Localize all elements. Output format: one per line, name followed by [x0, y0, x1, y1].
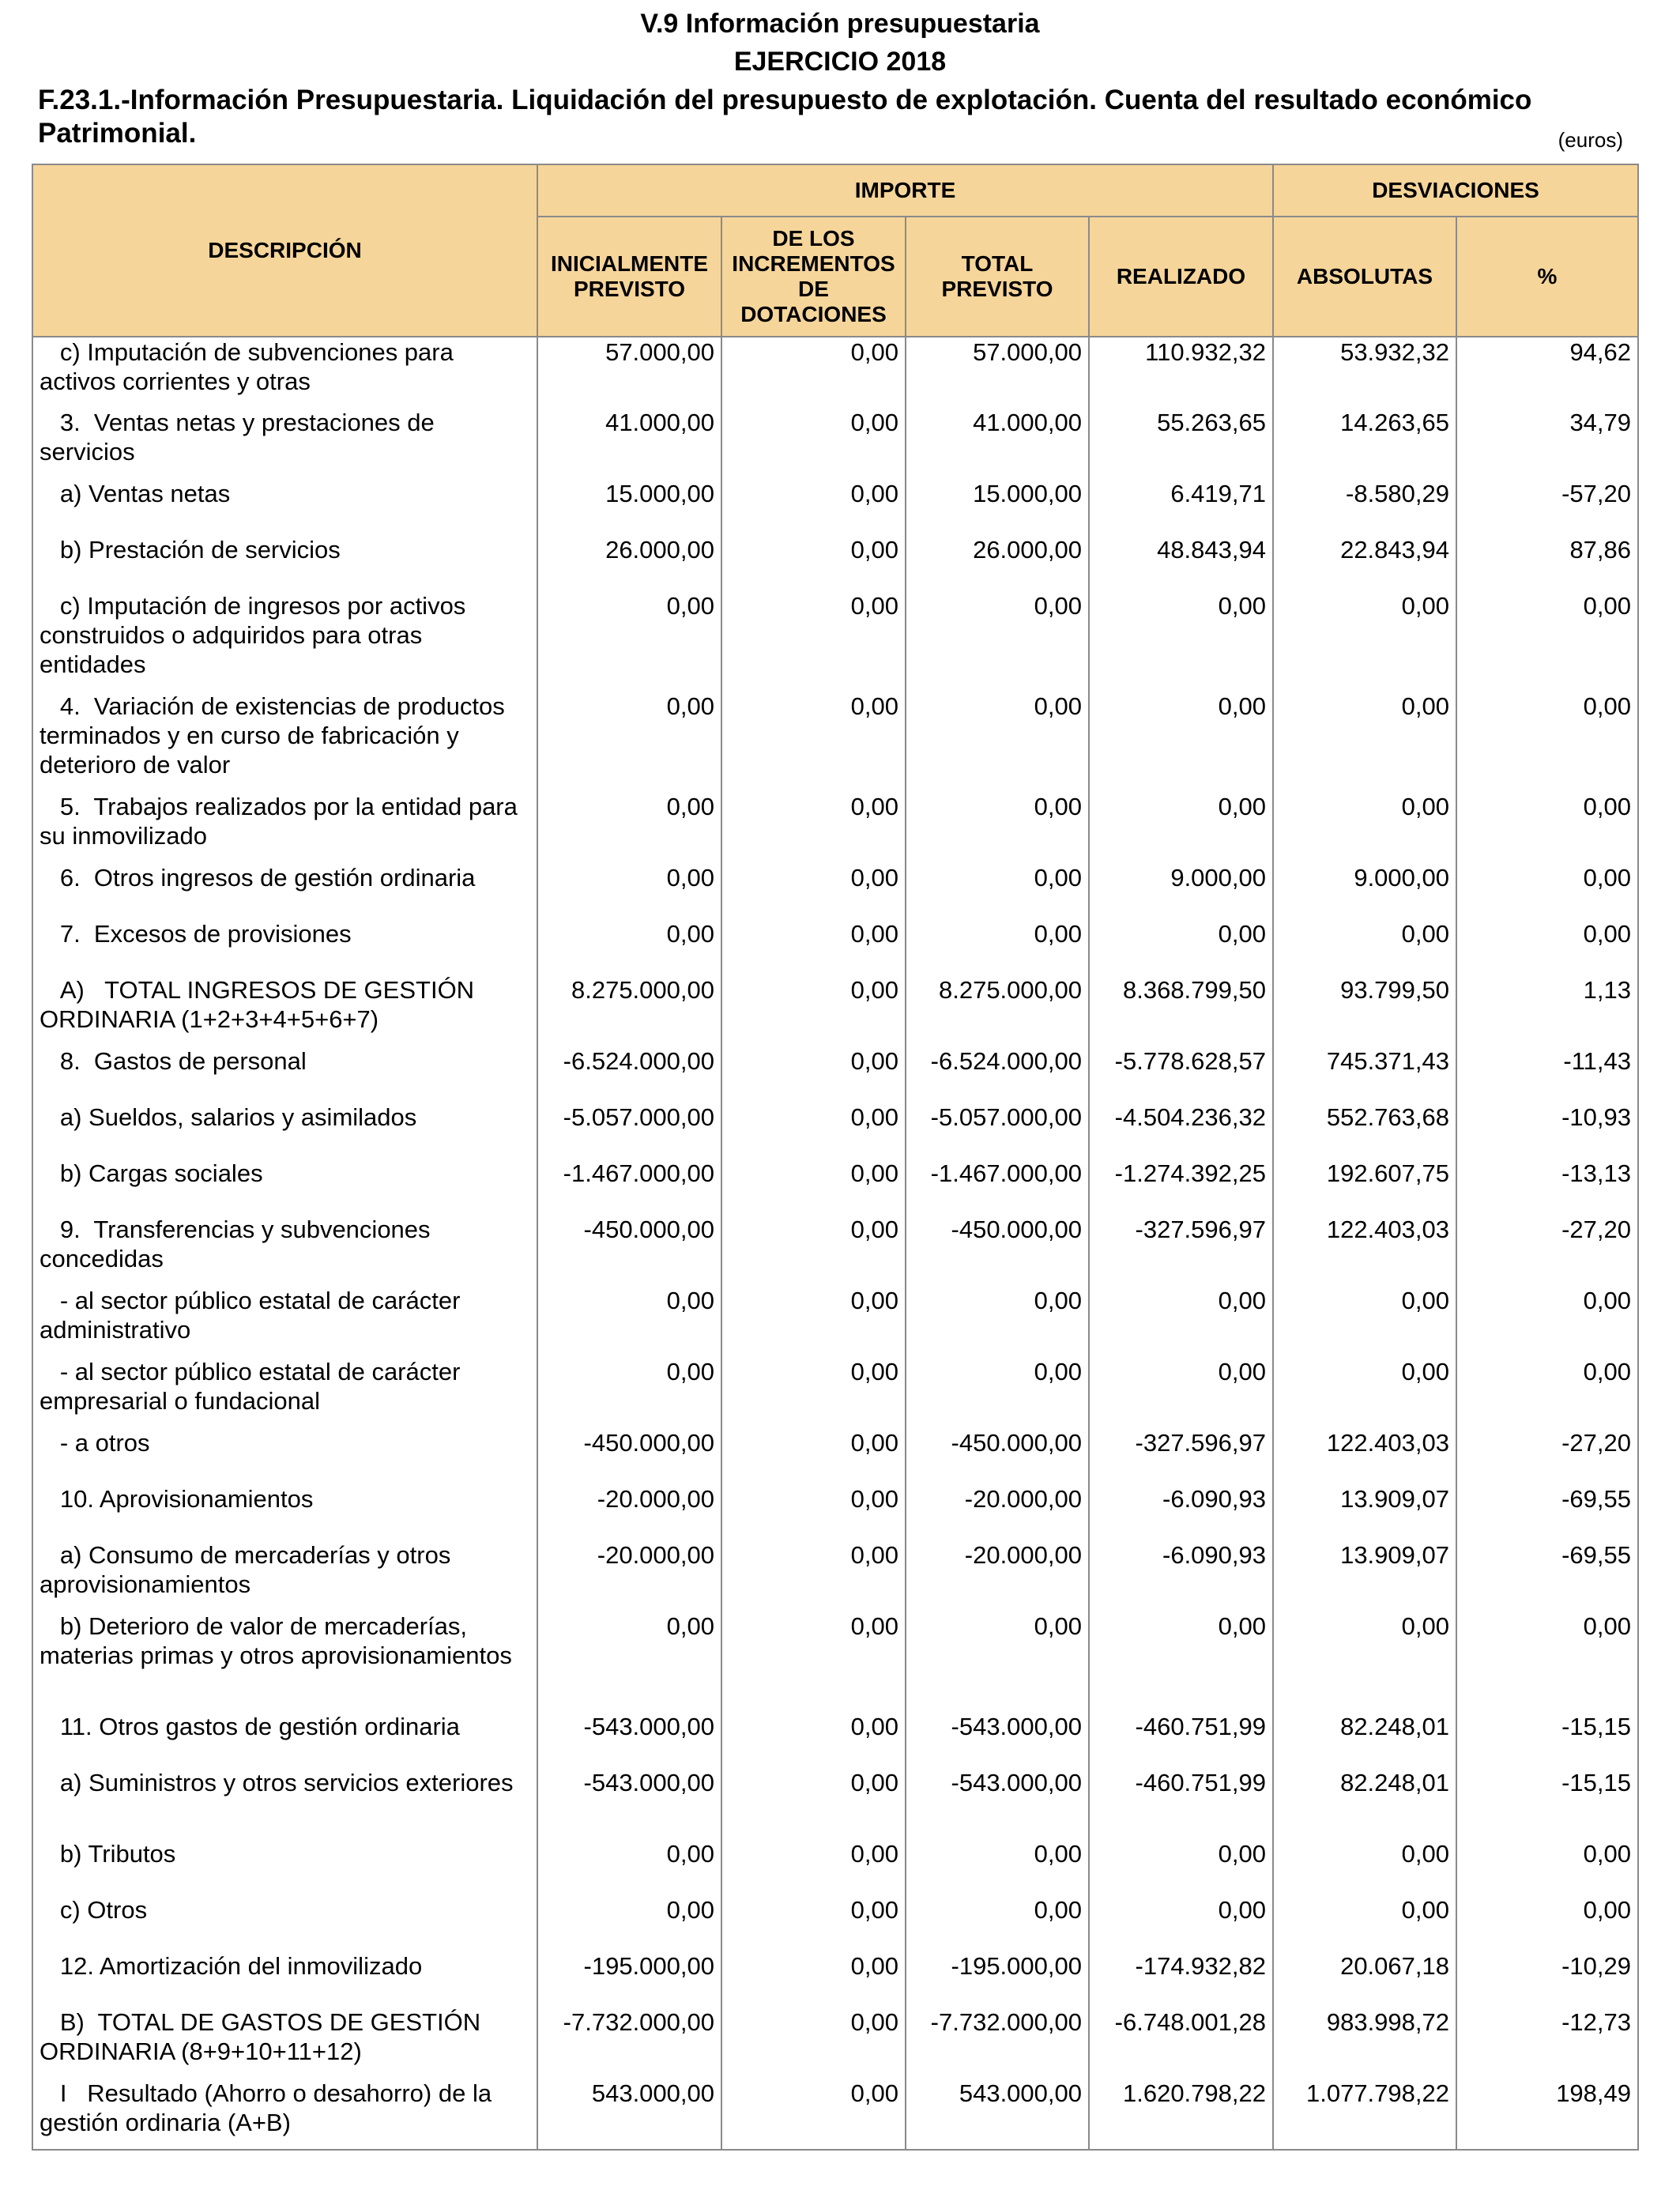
row-value: -4.504.236,32 — [1089, 1103, 1273, 1159]
table-row — [32, 692, 1638, 792]
row-value: 552.763,68 — [1273, 1103, 1456, 1159]
row-value: 57.000,00 — [906, 337, 1089, 408]
row-value: 53.932,32 — [1273, 337, 1456, 408]
row-value: 0,00 — [537, 1895, 721, 1951]
row-value: 543.000,00 — [906, 2079, 1089, 2150]
row-value: 1.620.798,22 — [1089, 2079, 1273, 2150]
desviaciones-header: DESVIACIONES — [1273, 164, 1638, 217]
row-value: 0,00 — [1456, 692, 1638, 792]
row-description: 8. Gastos de personal — [32, 1046, 537, 1103]
row-value: 0,00 — [1456, 1286, 1638, 1357]
row-value: -450.000,00 — [537, 1215, 721, 1286]
row-value: 0,00 — [906, 919, 1089, 975]
row-value: 8.275.000,00 — [906, 975, 1089, 1046]
row-value: 198,49 — [1456, 2079, 1638, 2150]
row-value: 0,00 — [906, 792, 1089, 863]
table-row — [32, 1895, 1638, 1951]
row-value: 0,00 — [721, 1357, 906, 1428]
table-row — [32, 591, 1638, 692]
row-value: 94,62 — [1456, 337, 1638, 408]
importe-header: IMPORTE — [537, 164, 1273, 217]
row-value: 0,00 — [1089, 1286, 1273, 1357]
row-value: 0,00 — [721, 479, 906, 535]
row-description: 4. Variación de existencias de productos terminados y en curso de fabricación y deterioro de valor — [32, 692, 537, 792]
table-row — [32, 1046, 1638, 1103]
row-description: c) Otros — [32, 1895, 537, 1951]
row-value: 87,86 — [1456, 535, 1638, 591]
row-value: 13.909,07 — [1273, 1540, 1456, 1612]
section-title: V.9 Información presupuestaria — [640, 9, 1040, 39]
row-value: 0,00 — [721, 1712, 906, 1768]
row-value: 1,13 — [1456, 975, 1638, 1046]
budget-table — [32, 164, 1639, 2151]
row-value: 0,00 — [721, 1951, 906, 2007]
row-value: 15.000,00 — [537, 479, 721, 535]
row-value: 0,00 — [1273, 1286, 1456, 1357]
row-value: 0,00 — [721, 2007, 906, 2079]
row-description: b) Deterioro de valor de mercaderías, materias primas y otros aprovisionamientos — [32, 1612, 537, 1712]
row-value: 55.263,65 — [1089, 408, 1273, 479]
row-value: 0,00 — [721, 408, 906, 479]
row-value: -15,15 — [1456, 1768, 1638, 1839]
column-header: % — [1456, 217, 1638, 337]
row-value: 0,00 — [1273, 1839, 1456, 1895]
row-description: b) Tributos — [32, 1839, 537, 1895]
row-value: -543.000,00 — [537, 1768, 721, 1839]
row-value: -195.000,00 — [906, 1951, 1089, 2007]
row-value: -69,55 — [1456, 1540, 1638, 1612]
table-row — [32, 1159, 1638, 1215]
row-value: -195.000,00 — [537, 1951, 721, 2007]
row-value: -327.596,97 — [1089, 1215, 1273, 1286]
row-value: -543.000,00 — [906, 1712, 1089, 1768]
row-value: 0,00 — [1273, 591, 1456, 692]
row-value: 0,00 — [721, 919, 906, 975]
row-value: -1.467.000,00 — [537, 1159, 721, 1215]
row-description: c) Imputación de ingresos por activos construidos o adquiridos para otras entidades — [32, 591, 537, 692]
row-value: 0,00 — [537, 919, 721, 975]
row-value: 0,00 — [1273, 792, 1456, 863]
row-value: 0,00 — [1089, 692, 1273, 792]
row-value: 0,00 — [721, 1428, 906, 1484]
row-value: 122.403,03 — [1273, 1215, 1456, 1286]
table-row — [32, 1103, 1638, 1159]
report-subtitle: F.23.1.-Información Presupuestaria. Liquidación del presupuesto de explotación. Cuenta del resultado económico Patrimonial. — [38, 85, 1532, 149]
row-value: 0,00 — [721, 2079, 906, 2150]
row-value: 0,00 — [537, 1286, 721, 1357]
row-value: 8.368.799,50 — [1089, 975, 1273, 1046]
row-value: 0,00 — [1273, 692, 1456, 792]
row-value: -1.467.000,00 — [906, 1159, 1089, 1215]
row-description: b) Cargas sociales — [32, 1159, 537, 1215]
row-value: 0,00 — [721, 863, 906, 919]
row-value: 0,00 — [906, 591, 1089, 692]
row-value: -13,13 — [1456, 1159, 1638, 1215]
row-value: -69,55 — [1456, 1484, 1638, 1540]
row-value: -6.748.001,28 — [1089, 2007, 1273, 2079]
row-description: b) Prestación de servicios — [32, 535, 537, 591]
row-value: 192.607,75 — [1273, 1159, 1456, 1215]
table-row — [32, 919, 1638, 975]
row-value: 0,00 — [1089, 919, 1273, 975]
row-value: 0,00 — [721, 1046, 906, 1103]
row-value: 0,00 — [1456, 1357, 1638, 1428]
row-value: 1.077.798,22 — [1273, 2079, 1456, 2150]
row-value: 0,00 — [1089, 1839, 1273, 1895]
row-value: 0,00 — [721, 1612, 906, 1712]
row-value: 26.000,00 — [906, 535, 1089, 591]
table-row — [32, 1540, 1638, 1612]
row-value: 0,00 — [721, 1768, 906, 1839]
units-label: (euros) — [1558, 128, 1623, 152]
row-value: -543.000,00 — [537, 1712, 721, 1768]
column-header: INICIALMENTE PREVISTO — [537, 217, 721, 337]
row-value: 0,00 — [906, 1839, 1089, 1895]
row-value: 0,00 — [721, 337, 906, 408]
row-value: 0,00 — [537, 692, 721, 792]
row-value: 0,00 — [721, 1895, 906, 1951]
row-value: -6.090,93 — [1089, 1540, 1273, 1612]
row-value: 0,00 — [537, 1357, 721, 1428]
row-value: -20.000,00 — [537, 1484, 721, 1540]
row-value: 122.403,03 — [1273, 1428, 1456, 1484]
row-value: 0,00 — [721, 1215, 906, 1286]
row-description: 5. Trabajos realizados por la entidad para su inmovilizado — [32, 792, 537, 863]
row-description: 12. Amortización del inmovilizado — [32, 1951, 537, 2007]
row-value: 0,00 — [1456, 1895, 1638, 1951]
row-value: 41.000,00 — [906, 408, 1089, 479]
table-row — [32, 535, 1638, 591]
row-value: -543.000,00 — [906, 1768, 1089, 1839]
row-value: 0,00 — [1273, 1612, 1456, 1712]
row-value: 0,00 — [906, 1286, 1089, 1357]
row-value: 0,00 — [1089, 1895, 1273, 1951]
row-value: 0,00 — [1273, 919, 1456, 975]
column-header: REALIZADO — [1089, 217, 1273, 337]
row-value: 745.371,43 — [1273, 1046, 1456, 1103]
row-value: -6.524.000,00 — [906, 1046, 1089, 1103]
row-value: 15.000,00 — [906, 479, 1089, 535]
row-value: 0,00 — [1273, 1357, 1456, 1428]
row-value: -7.732.000,00 — [537, 2007, 721, 2079]
row-value: -5.057.000,00 — [906, 1103, 1089, 1159]
row-value: 20.067,18 — [1273, 1951, 1456, 2007]
row-value: 0,00 — [1273, 1895, 1456, 1951]
row-value: -460.751,99 — [1089, 1768, 1273, 1839]
row-description: - a otros — [32, 1428, 537, 1484]
row-value: 8.275.000,00 — [537, 975, 721, 1046]
row-value: -327.596,97 — [1089, 1428, 1273, 1484]
row-value: 0,00 — [906, 1612, 1089, 1712]
row-value: -20.000,00 — [906, 1540, 1089, 1612]
row-value: 93.799,50 — [1273, 975, 1456, 1046]
row-value: 0,00 — [537, 591, 721, 692]
table-row — [32, 1712, 1638, 1768]
row-value: 26.000,00 — [537, 535, 721, 591]
row-value: 0,00 — [721, 1103, 906, 1159]
row-value: 110.932,32 — [1089, 337, 1273, 408]
row-value: -15,15 — [1456, 1712, 1638, 1768]
row-value: 0,00 — [1456, 863, 1638, 919]
table-row — [32, 2007, 1638, 2079]
table-row — [32, 1357, 1638, 1428]
row-value: 0,00 — [1089, 591, 1273, 692]
row-value: 57.000,00 — [537, 337, 721, 408]
row-description: a) Ventas netas — [32, 479, 537, 535]
table-row — [32, 2079, 1638, 2150]
row-value: 0,00 — [906, 1357, 1089, 1428]
row-value: -6.090,93 — [1089, 1484, 1273, 1540]
row-value: -450.000,00 — [906, 1428, 1089, 1484]
row-value: 543.000,00 — [537, 2079, 721, 2150]
row-value: 0,00 — [721, 1540, 906, 1612]
row-value: 0,00 — [721, 535, 906, 591]
column-header: ABSOLUTAS — [1273, 217, 1456, 337]
row-description: I Resultado (Ahorro o desahorro) de la gestión ordinaria (A+B) — [32, 2079, 537, 2150]
row-value: 0,00 — [1456, 1612, 1638, 1712]
row-value: 0,00 — [1456, 792, 1638, 863]
exercise-title: EJERCICIO 2018 — [733, 47, 947, 77]
row-description: A) TOTAL INGRESOS DE GESTIÓN ORDINARIA (1+2+3+4+5+6+7) — [32, 975, 537, 1046]
row-value: -460.751,99 — [1089, 1712, 1273, 1768]
table-row — [32, 975, 1638, 1046]
table-row — [32, 1428, 1638, 1484]
row-description: a) Consumo de mercaderías y otros aprovisionamientos — [32, 1540, 537, 1612]
row-value: 22.843,94 — [1273, 535, 1456, 591]
table-row — [32, 1286, 1638, 1357]
row-value: 0,00 — [537, 792, 721, 863]
row-value: 0,00 — [721, 792, 906, 863]
table-row — [32, 863, 1638, 919]
row-description: 7. Excesos de provisiones — [32, 919, 537, 975]
row-value: -8.580,29 — [1273, 479, 1456, 535]
row-value: -27,20 — [1456, 1428, 1638, 1484]
row-value: 0,00 — [721, 975, 906, 1046]
row-value: 0,00 — [721, 1159, 906, 1215]
row-value: 0,00 — [537, 863, 721, 919]
row-value: -27,20 — [1456, 1215, 1638, 1286]
row-description: a) Sueldos, salarios y asimilados — [32, 1103, 537, 1159]
row-value: -20.000,00 — [906, 1484, 1089, 1540]
row-value: 0,00 — [721, 1286, 906, 1357]
table-row — [32, 1215, 1638, 1286]
row-value: -450.000,00 — [537, 1428, 721, 1484]
row-value: 82.248,01 — [1273, 1768, 1456, 1839]
row-value: 34,79 — [1456, 408, 1638, 479]
row-value: -57,20 — [1456, 479, 1638, 535]
column-header: TOTAL PREVISTO — [906, 217, 1089, 337]
row-value: 0,00 — [1089, 1612, 1273, 1712]
row-value: 0,00 — [1456, 591, 1638, 692]
row-value: 14.263,65 — [1273, 408, 1456, 479]
row-value: 0,00 — [537, 1612, 721, 1712]
row-description: - al sector público estatal de carácter administrativo — [32, 1286, 537, 1357]
row-value: 983.998,72 — [1273, 2007, 1456, 2079]
table-row — [32, 1768, 1638, 1839]
row-value: 0,00 — [906, 1895, 1089, 1951]
row-description: - al sector público estatal de carácter empresarial o fundacional — [32, 1357, 537, 1428]
row-value: -174.932,82 — [1089, 1951, 1273, 2007]
row-value: 0,00 — [537, 1839, 721, 1895]
table-row — [32, 337, 1638, 408]
row-description: 11. Otros gastos de gestión ordinaria — [32, 1712, 537, 1768]
row-value: 0,00 — [721, 591, 906, 692]
row-description: a) Suministros y otros servicios exteriores — [32, 1768, 537, 1839]
row-value: 0,00 — [1089, 792, 1273, 863]
row-value: -11,43 — [1456, 1046, 1638, 1103]
row-value: -12,73 — [1456, 2007, 1638, 2079]
table-row — [32, 792, 1638, 863]
table-row — [32, 1951, 1638, 2007]
row-value: 0,00 — [721, 692, 906, 792]
row-description: 9. Transferencias y subvenciones concedidas — [32, 1215, 537, 1286]
row-value: 6.419,71 — [1089, 479, 1273, 535]
description-header: DESCRIPCIÓN — [32, 164, 537, 337]
row-value: 41.000,00 — [537, 408, 721, 479]
row-description: 10. Aprovisionamientos — [32, 1484, 537, 1540]
table-row — [32, 1612, 1638, 1712]
row-value: 0,00 — [721, 1484, 906, 1540]
row-value: 48.843,94 — [1089, 535, 1273, 591]
row-value: 0,00 — [906, 692, 1089, 792]
table-row — [32, 479, 1638, 535]
row-description: c) Imputación de subvenciones para activos corrientes y otras — [32, 337, 537, 408]
row-value: 9.000,00 — [1273, 863, 1456, 919]
row-value: 0,00 — [1456, 919, 1638, 975]
row-value: 0,00 — [1456, 1839, 1638, 1895]
column-header: DE LOS INCREMENTOS DE DOTACIONES — [721, 217, 906, 337]
table-row — [32, 408, 1638, 479]
row-description: B) TOTAL DE GASTOS DE GESTIÓN ORDINARIA (8+9+10+11+12) — [32, 2007, 537, 2079]
table-row — [32, 1839, 1638, 1895]
row-value: 0,00 — [721, 1839, 906, 1895]
row-value: -10,93 — [1456, 1103, 1638, 1159]
row-value: -5.778.628,57 — [1089, 1046, 1273, 1103]
row-description: 6. Otros ingresos de gestión ordinaria — [32, 863, 537, 919]
row-value: -10,29 — [1456, 1951, 1638, 2007]
row-value: 9.000,00 — [1089, 863, 1273, 919]
row-value: -450.000,00 — [906, 1215, 1089, 1286]
row-value: -7.732.000,00 — [906, 2007, 1089, 2079]
row-value: 0,00 — [906, 863, 1089, 919]
row-value: 0,00 — [1089, 1357, 1273, 1428]
table-row — [32, 1484, 1638, 1540]
row-value: -1.274.392,25 — [1089, 1159, 1273, 1215]
row-value: -6.524.000,00 — [537, 1046, 721, 1103]
row-value: 82.248,01 — [1273, 1712, 1456, 1768]
row-description: 3. Ventas netas y prestaciones de servicios — [32, 408, 537, 479]
row-value: -20.000,00 — [537, 1540, 721, 1612]
row-value: -5.057.000,00 — [537, 1103, 721, 1159]
row-value: 13.909,07 — [1273, 1484, 1456, 1540]
